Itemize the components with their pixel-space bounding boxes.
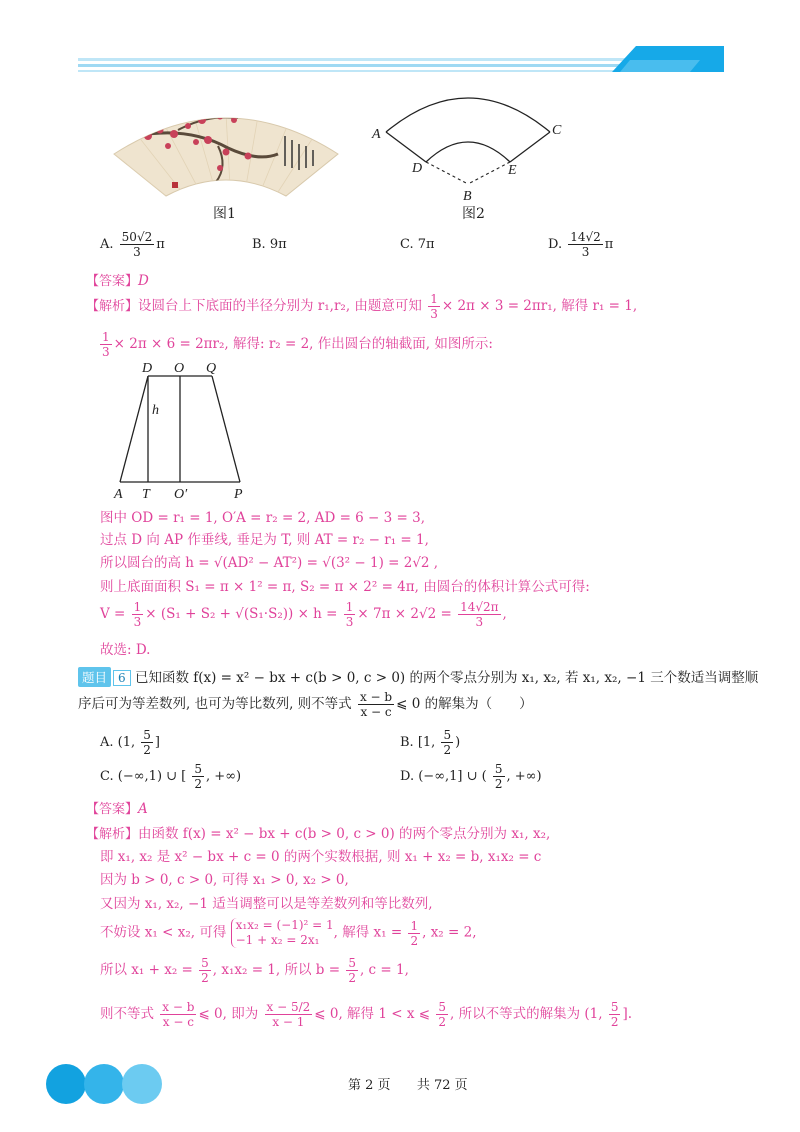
- q6-option-d: D. (−∞,1] ∪ ( $\frac{5}{2}$ , +∞): [400, 762, 542, 791]
- figure-2-annular-sector: [368, 86, 578, 204]
- fig2-label-c: C: [552, 123, 562, 138]
- footer-page-info: [348, 1074, 468, 1093]
- fig2-outer-arc: [386, 98, 550, 132]
- q5-option-b: B. 9π: [252, 237, 287, 252]
- q6-analysis-line5: 不妨设 x₁ < x₂, 可得 x₁x₂ = (−1)² = 1 −1 + x₂ = 2x₁ , 解得 x₁ = $\frac{1}{2}$ , x₂ = 2,: [100, 918, 477, 948]
- fig2-label-e: E: [508, 163, 517, 178]
- q6-option-c: C. (−∞,1) ∪ [ $\frac{5}{2}$ , +∞): [100, 762, 242, 791]
- header-decoration: [0, 0, 800, 80]
- q6-stem-line2: 序后可为等差数列, 也可为等比数列, 则不等式 $\frac{x - b}{x - c}$ ⩽ 0 的解集为（ ）: [78, 690, 533, 719]
- q5-analysis-line5: 所以圆台的高 h = √(AD² − AT²) = √(3² − 1) = 2√2 ,: [100, 555, 439, 571]
- q6-analysis-line7: 则不等式 $\frac{x - b}{x - c}$ ⩽ 0, 即为 $\frac{x - 5/2}{x - 1}$ ⩽ 0, 解得 1 < x ⩽ $\frac{5}{2}$ , 所以不等式的解集为 (1, $\frac{5}{2}$ ].: [100, 1000, 633, 1029]
- page-total: 共 72 页: [416, 1078, 468, 1093]
- q5-analysis-line4: 过点 D 向 AP 作垂线, 垂足为 T, 则 AT = r₂ − r₁ = 1,: [100, 532, 429, 548]
- diag-label-d: D: [142, 361, 153, 376]
- question-badge: 题目: [78, 667, 111, 687]
- q6-analysis-line6: 所以 x₁ + x₂ = $\frac{5}{2}$ , x₁x₂ = 1, 所以 b = $\frac{5}{2}$ , c = 1,: [100, 956, 409, 985]
- q5-option-c: C. 7π: [400, 237, 435, 252]
- header-bars: [0, 0, 800, 80]
- q5-analysis-line8: 故选: D.: [100, 642, 151, 658]
- q5-analysis-line7: V = $\frac{1}{3}$ × (S₁ + S₂ + √(S₁·S₂)) × h = $\frac{1}{3}$ × 7π × 2√2 = $\frac{14√2\pi}{3}$ ,: [100, 600, 507, 629]
- figure-1-caption: 图1: [213, 206, 236, 222]
- q6-analysis-line2: 即 x₁, x₂ 是 x² − bx + c = 0 的两个实数根据, 则 x₁ + x₂ = b, x₁x₂ = c: [100, 849, 542, 865]
- fig2-inner-arc: [426, 142, 510, 162]
- question-number: 6: [113, 670, 131, 686]
- figure-2-caption: 图2: [462, 206, 485, 222]
- q6-option-a: A. (1, $\frac{5}{2}$ ]: [100, 728, 160, 757]
- q5-analysis-line2: $\frac{1}{3}$ × 2π × 6 = 2πr₂, 解得: r₂ = 2, 作出圆台的轴截面, 如图所示:: [102, 330, 493, 359]
- q5-analysis-line3: 图中 OD = r₁ = 1, O′A = r₂ = 2, AD = 6 − 3 = 3,: [100, 510, 426, 526]
- q6-stem-line1: 题目 6 已知函数 f(x) = x² − bx + c(b > 0, c > 0) 的两个零点分别为 x₁, x₂, 若 x₁, x₂, −1 三个数适当调整顺: [78, 666, 758, 687]
- q6-analysis-line3: 因为 b > 0, c > 0, 可得 x₁ > 0, x₂ > 0,: [100, 872, 349, 888]
- figure-1-fan-painting: [108, 96, 344, 200]
- q5-cross-section-diagram: [108, 358, 268, 502]
- diag-label-q: Q: [206, 361, 217, 376]
- page-number: 第 2 页: [348, 1078, 391, 1093]
- q6-option-b: B. [1, $\frac{5}{2}$ ): [400, 728, 461, 757]
- footer-circles: [44, 1062, 164, 1106]
- q5-answer: 【答案】D: [86, 273, 149, 289]
- q6-answer: 【答案】A: [86, 801, 148, 817]
- q5-option-a: A. $\frac{50√2}{3}$ π: [100, 230, 165, 259]
- q5-analysis-line1: 【解析】设圆台上下底面的半径分别为 r₁,r₂, 由题意可知 $\frac{1}{3}$ × 2π × 3 = 2πr₁, 解得 r₁ = 1,: [86, 292, 638, 321]
- fig2-label-d: D: [412, 161, 423, 176]
- diag-label-h: h: [152, 403, 159, 418]
- diag-label-t: T: [142, 487, 150, 502]
- q5-option-d: D. $\frac{14√2}{3}$ π: [548, 230, 614, 259]
- diag-label-o: O: [174, 361, 185, 376]
- fig2-label-a: A: [372, 127, 381, 142]
- q6-analysis-line1: 【解析】由函数 f(x) = x² − bx + c(b > 0, c > 0) 的两个零点分别为 x₁, x₂,: [86, 826, 551, 842]
- diag-label-p: P: [234, 487, 243, 502]
- q5-analysis-line6: 则上底面面积 S₁ = π × 1² = π, S₂ = π × 2² = 4π, 由圆台的体积计算公式可得:: [100, 579, 590, 595]
- diag-label-o2: O′: [174, 487, 188, 502]
- q6-analysis-line4: 又因为 x₁, x₂, −1 适当调整可以是等差数列和等比数列,: [100, 896, 433, 912]
- diag-label-a: A: [114, 487, 123, 502]
- fig2-label-b: B: [463, 189, 472, 204]
